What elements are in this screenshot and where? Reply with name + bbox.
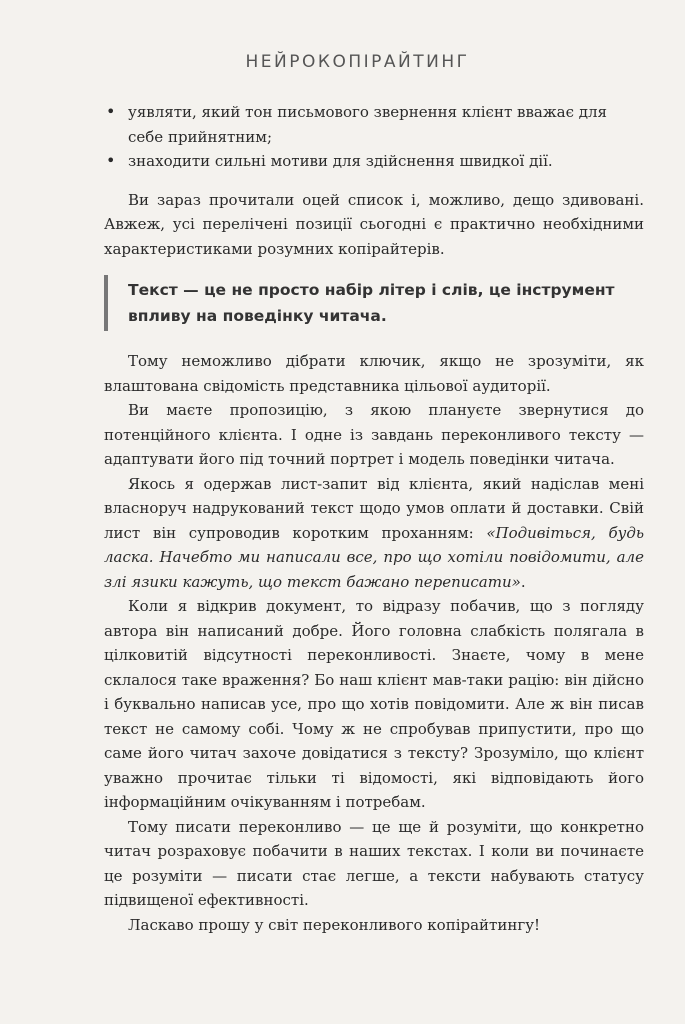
paragraph-lead: Якось я одержав лист-запит від клієнта, який надіслав мені власноруч надрукований текст щодо умов оплати й доставки. Свій лист він супроводив коротким проханням:: [104, 474, 644, 542]
quoted-request: «Подивіться, будь ласка. Начебто ми написали все, про що хотіли повідомити, але злі язики кажуть, що текст бажано переписати»: [104, 523, 645, 591]
pull-quote: Текст — це не просто набір літер і слів, це інструмент впливу на поведінку читача.: [104, 275, 644, 331]
bullet-item: • уявляти, який тон письмового звернення клієнт вважає для себе прийнятним;: [104, 100, 644, 149]
paragraph: Тому неможливо дібрати ключик, якщо не зрозуміти, як влаштована свідомість представника цільової аудиторії.: [104, 352, 644, 395]
paragraph: [104, 472, 644, 595]
page-content: [104, 100, 644, 937]
running-header: НЕЙРОКОПІРАЙТИНГ: [245, 52, 470, 72]
bullet-list: [104, 100, 644, 174]
paragraph-end: .: [520, 572, 526, 591]
bullet-item: • знаходити сильні мотиви для здійснення швидкої дії.: [104, 149, 644, 174]
paragraph: Ласкаво прошу у світ переконливого копірайтингу!: [128, 915, 541, 934]
paragraph: Коли я відкрив документ, то відразу побачив, що з погляду автора він написаний добре. Його головна слабкість полягала в цілковитій відсутності переконливості. Знаєте, чому в мене склалося таке враження? Бо наш клієнт мав-таки рацію: він дійсно і буквально написав усе, про що хотів повідомити. Але ж він писав текст не самому собі. Чому ж не спробував припустити, про що саме його читач захоче довідатися з тексту? Зрозуміло, що клієнт уважно прочитає тільки ті відомості, які відповідають його інформаційним очікуванням і потребам.: [104, 597, 644, 811]
paragraph: Ви маєте пропозицію, з якою плануєте звернутися до потенційного клієнта. І одне із завдань переконливого тексту — адаптувати його під точний портрет і модель поведінки читача.: [104, 401, 644, 468]
paragraph: Тому писати переконливо — це ще й розуміти, що конкретно читач розраховує побачити в наших текстах. І коли ви починаєте це розуміти — писати стає легше, а тексти набувають статусу підвищеної ефективності.: [104, 817, 644, 909]
intro-paragraph: Ви зараз прочитали оцей список і, можливо, дещо здивовані. Авжеж, усі перелічені позиції сьогодні є практично необхідними характеристиками розумних копірайтерів.: [104, 190, 644, 258]
